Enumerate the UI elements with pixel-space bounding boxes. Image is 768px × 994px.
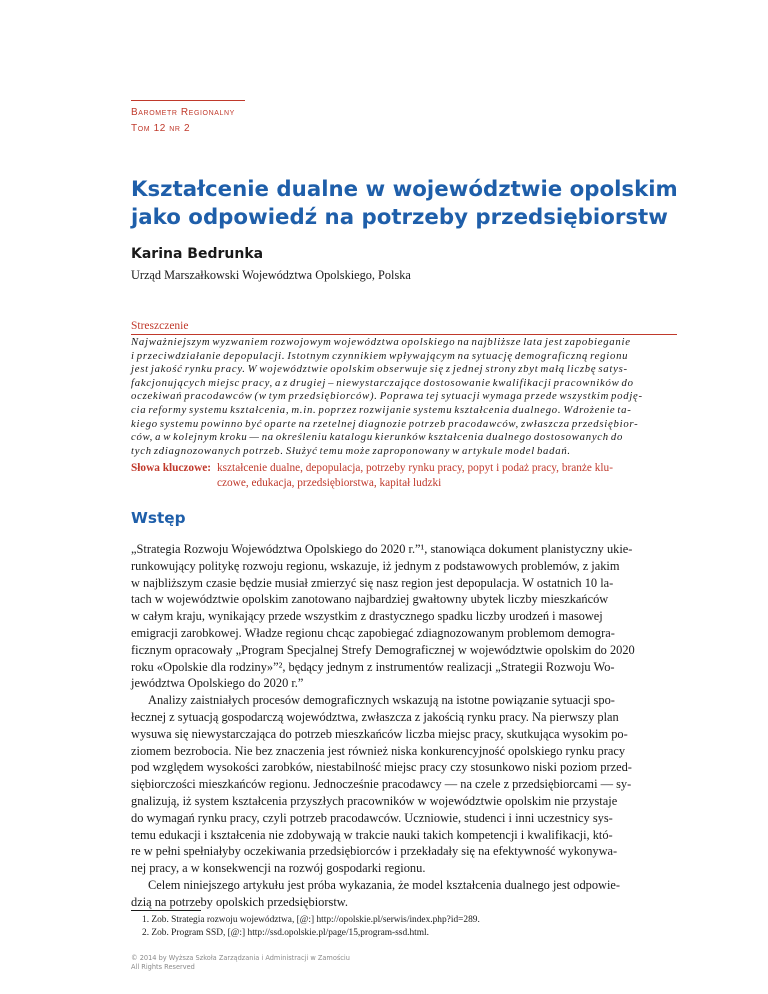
keywords-list (217, 461, 679, 491)
abstract-line: ców, a w kolejnym kroku — na określeniu katalogu kierunków kształcenia dualnego dostosowanych do (131, 431, 624, 444)
abstract-line: oczekiwań pracodawców (w tym przedsiębiorców). Poprawa tej sytuacji wymaga przede wszystkim podję- (131, 390, 643, 403)
body-line: tach w województwie opolskim zanotowano najbardziej gwałtowny ubytek liczby mieszkańców (131, 592, 609, 607)
body-line: nej pracy, a w konsekwencji na rozwój gospodarki regionu. (131, 861, 426, 876)
title-line: Kształcenie dualne w województwie opolskim (131, 177, 678, 202)
footnote: 2. Zob. Program SSD, [@:] http://ssd.opolskie.pl/page/15,program-ssd.html. (142, 928, 430, 938)
footnotes (131, 914, 691, 940)
body-line: łecznej z sytuacją gospodarczą województwa, zwłaszcza z jakością rynku pracy. Na pierwszy plan (131, 709, 619, 724)
abstract-line: fakcjonujących miejsc pracy, a z drugiej – niewystarczające dostosowanie kwalifikacji pracowników do (131, 376, 634, 389)
abstract-line: jest jakość rynku pracy. W województwie opolskim obserwuje się z jednej strony zbyt małą liczbę satys- (131, 363, 628, 376)
body-line: wysuwa się niewystarczająca do potrzeb mieszkańców liczba miejsc pracy, skutkująca wysokim po- (131, 726, 628, 741)
abstract-line: cia reformy systemu kształcenia, m.in. poprzez rozwijanie systemu kształcenia dualnego. Wdrożenie ta- (131, 403, 632, 416)
body-line: w całym kraju, wynikający przede wszystkim z drastycznego spadku liczby urodzeń i masowej (131, 609, 603, 624)
body-line: re w pełni spełniałyby oczekiwania przedsiębiorców i przekładały się na efektywność wykonywa- (131, 844, 618, 859)
copyright-line: All Rights Reserved (131, 963, 195, 971)
abstract-heading: Streszczenie (131, 319, 677, 335)
body-line: ziomem bezrobocia. Nie bez znaczenia jest również niska konkurencyjność opolskiego rynku pracy (131, 743, 626, 758)
body-line: runkowujący politykę rozwoju regionu, wskazuje, iż jednym z podstawowych problemów, z jakim (131, 558, 620, 573)
body-line: temu edukacji i kształcenia nie zdobywają w trakcie nauki takich kompetencji i kwalifikacji, któ- (131, 827, 613, 842)
copyright-notice (131, 954, 350, 972)
body-line: dzią na potrzeby opolskich przedsiębiorstw. (131, 894, 348, 909)
body-line: roku «Opolskie dla rodziny»”², będący jednym z instrumentów realizacji „Strategii Rozwoju Wo- (131, 659, 615, 674)
abstract-line: i przeciwdziałanie depopulacji. Istotnym czynnikiem wpływającym na sytuację demograficzną regionu (131, 349, 629, 362)
abstract (131, 319, 677, 458)
author-name: Karina Bedrunka (131, 246, 264, 262)
section-title: Wstęp (131, 509, 186, 527)
body-line: gnalizują, iż system kształcenia przyszłych pracowników w województwie opolskim nie przystaje (131, 793, 618, 808)
body-line: jewództwa Opolskiego do 2020 r.” (131, 676, 304, 691)
abstract-text (131, 336, 677, 458)
author-affiliation: Urząd Marszałkowski Województwa Opolskiego, Polska (131, 268, 411, 282)
body-line: w najbliższym czasie będzie musiał zmierzyć się nasz region jest depopulacja. W ostatnich 10 la- (131, 575, 614, 590)
body-line: Celem niniejszego artykułu jest próba wykazania, że model kształcenia dualnego jest odpowie- (148, 877, 621, 892)
copyright-line: © 2014 by Wyższa Szkoła Zarządzania i Administracji w Zamościu (131, 954, 350, 962)
footnote-rule (131, 910, 201, 911)
body-line: pod względem wysokości zarobków, niestabilność miejsc pracy czy stosunkowo niski poziom przed- (131, 760, 632, 775)
abstract-line: Najważniejszym wyzwaniem rozwojowym województwa opolskiego na najbliższe lata jest zapobieganie (131, 336, 631, 348)
journal-header (131, 100, 245, 137)
body-line: siębiorczości mieszkańców regionu. Jednocześnie pracodawcy — na czele z przedsiębiorcami — sy- (131, 777, 632, 792)
keywords-line: czowe, edukacja, przedsiębiorstwa, kapitał ludzki (217, 477, 442, 489)
body-text (131, 541, 691, 911)
journal-volume: Tom 12 nr 2 (131, 123, 191, 134)
abstract-line: tych zdiagnozowanych potrzeb. Służyć temu może zaproponowany w artykule model badań. (131, 444, 571, 457)
body-line: ficznym opracowały „Program Specjalnej Strefy Demograficznej w województwie opolskim do 2020 (131, 642, 635, 657)
title-line: jako odpowiedź na potrzeby przedsiębiorstw (131, 205, 668, 230)
journal-name: Barometr Regionalny (131, 107, 235, 118)
keywords-line: kształcenie dualne, depopulacja, potrzeby rynku pracy, popyt i podaż pracy, branże klu- (217, 462, 613, 474)
body-line: „Strategia Rozwoju Województwa Opolskiego do 2020 r.”¹, stanowiąca dokument planistyczny ukie- (131, 542, 633, 556)
body-line: Analizy zaistniałych procesów demograficznych wskazują na istotne powiązanie sytuacji spo- (148, 693, 615, 708)
footnote: 1. Zob. Strategia rozwoju województwa, [@:] http://opolskie.pl/serwis/index.php?id=289. (142, 915, 480, 925)
article-title (131, 176, 691, 232)
body-line: do wymagań rynku pracy, czyli potrzeb pracodawców. Uczniowie, studenci i inni uczestnicy sys- (131, 810, 613, 825)
body-line: emigracji zarobkowej. Władze regionu chcąc zapobiegać zdiagnozowanym problemom demogra- (131, 625, 615, 640)
keywords-label: Słowa kluczowe: (131, 462, 212, 474)
abstract-line: kiego systemu powinno być oparte na rzetelnej diagnozie potrzeb pracodawców, zwłaszcza przedsiębior- (131, 417, 639, 430)
